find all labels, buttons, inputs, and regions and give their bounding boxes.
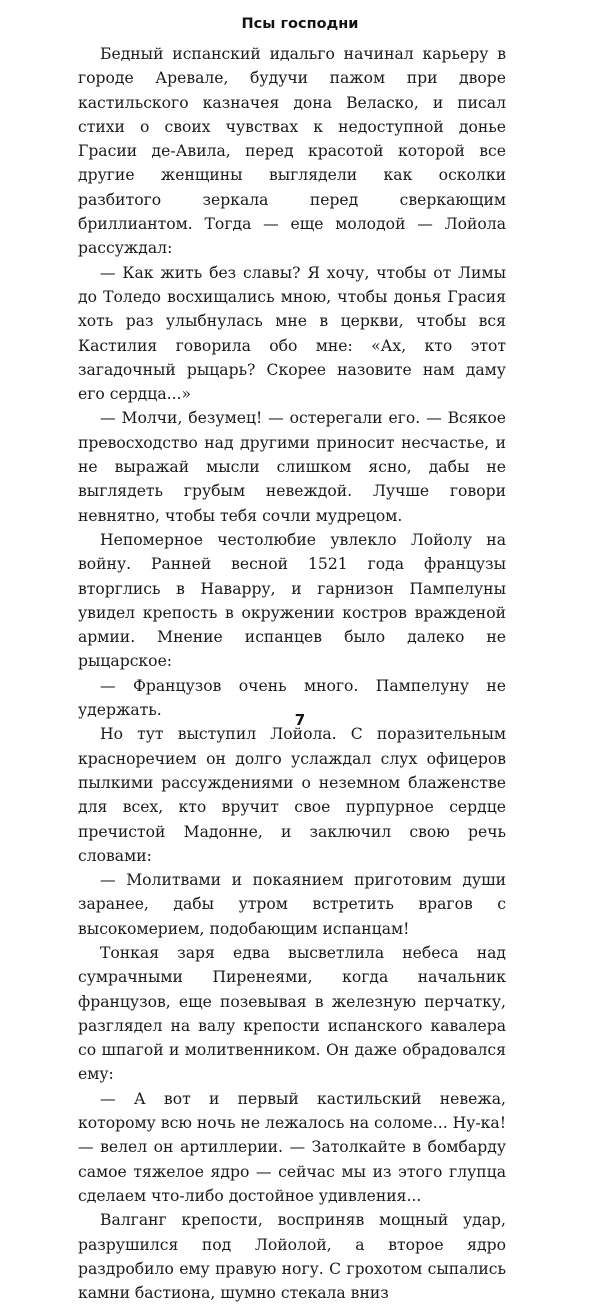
paragraph: Тонкая заря едва высветлила небеса над сумрачными Пиренеями, когда начальник французов, еще позевывая в железную перчатку, разглядел на валу крепости испанского кавалера со шпагой и молитвенником. Он даже обрадовался ему: [78,943,506,1084]
running-head: Псы господни [241,16,359,32]
paragraph: Валганг крепости, восприняв мощный удар, разрушился под Лойолой, а второе ядро раздробило ему правую ногу. С грохотом сыпались камни бастиона, шумно стекала вниз [78,1211,506,1303]
paragraph: Бедный испанский идальго начинал карьеру в городе Аревале, будучи пажом при дворе кастильского казначея дона Веласко, и писал стихи о своих чувствах к недоступной донье Грасии де-Авила, перед красотой которой все другие женщины выглядели как осколки разбитого зеркала перед сверкающим бриллиантом. Тогда — еще молодой — Лойола рассуждал: [78,45,506,258]
paragraph: Непомерное честолюбие увлекло Лойолу на войну. Ранней весной 1521 года французы вторглись в Наварру, и гарнизон Пампелуны увидел крепость в окружении костров вражденой армии. Мнение испанцев было далеко не рыцарское: [78,530,506,671]
paragraph: — Молчи, безумец! — остерегали его. — Всякое превосходство над другими приносит несчастье, и не выражай мысли слишком ясно, дабы не выглядеть грубым невеждой. Лучше говори невнятно, чтобы тебя сочли мудрецом. [78,409,506,525]
paragraph: — А вот и первый кастильский невежа, которому всю ночь не лежалось на соломе... Ну-ка! — велел он артиллерии. — Затолкайте в бомбарду самое тяжелое ядро — сейчас мы из этого глупца сделаем что-либо достойное удивления... [78,1089,506,1205]
paragraph: — Молитвами и покаянием приготовим души заранее, дабы утром встретить врагов с высокомерием, подобающим испанцам! [78,871,506,938]
paragraph: — Французов очень много. Пампелуну не удержать. [78,676,506,720]
paragraph: — Как жить без славы? Я хочу, чтобы от Лимы до Толедо восхищались мною, чтобы донья Грасия хоть раз улыбнулась мне в церкви, чтобы вся Кастилия говорила обо мне: «Ах, кто этот загадочный рыцарь? Скорее назовите нам даму его сердца...» [78,263,506,404]
paragraph: Но тут выступил Лойола. С поразительным красноречием он долго услаждал слух офицеров пылкими рассуждениями о неземном блаженстве для всех, кто вручит свое пурпурное сердце пречистой Мадонне, и заключил свою речь словами: [78,725,506,865]
page-number: 7 [294,711,306,729]
body-text [78,42,506,1305]
